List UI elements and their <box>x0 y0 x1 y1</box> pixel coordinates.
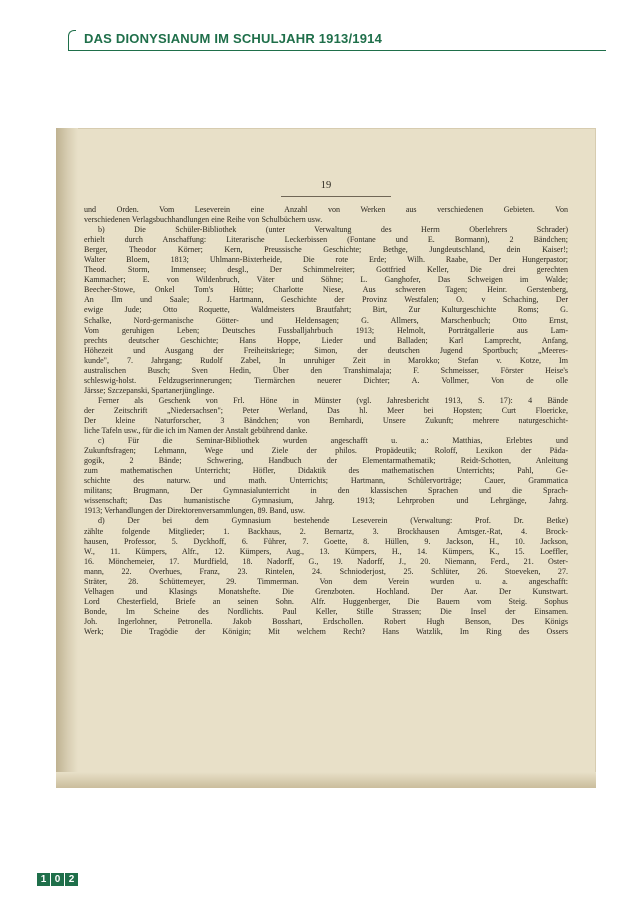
text-line: Berger, Theodor Körner; Kern, Preussische Geschichte; Bethge, Jungdeutschland, dein Kaiser!; <box>84 245 568 255</box>
text-line: Sträter, 28. Schüttemeyer, 29. Timmerman. Von dem Verein wurden u. a. angeschafft: <box>84 576 568 586</box>
header-bracket <box>68 30 76 51</box>
text-line: Joh. Ingerlohner, Petronella. Jakob Bosshart, Erdschollen. Robert Hugh Benson, Des Königs <box>84 616 568 626</box>
header-rule <box>68 50 606 51</box>
text-line: Werk; Die Tragödie der Königin; Mit welchem Recht? Hans Watzlik, Im Ring des Ossers <box>84 626 568 636</box>
text-line: hausen, Professor, 5. Dyckhoff, 6. Führer, 7. Goette, 8. Hüllen, 9. Jackson, H., 10. Jackson, <box>84 536 568 546</box>
text-line: liche Tafeln usw., für die ich im Namen der Anstalt gebührend danke. <box>84 426 308 436</box>
text-line: Bonde, Im Scheine des Nordlichts. Paul Keller, Stille Strassen; Die Insel der Einsamen. <box>84 606 568 616</box>
running-header-title: DAS DIONYSIANUM IM SCHULJAHR 1913/1914 <box>84 31 383 46</box>
text-line: schleswig-holst. Feldzugserinnerungen; Tiermärchen neuerer Dichter; A. Vollmer, Von de olle <box>84 375 568 385</box>
text-line: Kammacher; E. von Wildenbruch, Väter und Söhne; L. Ganghofer, Das Schweigen im Walde; <box>84 275 568 285</box>
page-fold-shadow <box>56 128 78 788</box>
text-line: schichte des naturw. und math. Unterrichts; Hartmann, Schülervorträge; Cauer, Grammatica <box>84 476 568 486</box>
text-line: Lord Chesterfield, Briefe an seinen Sohn. Alfr. Huggenberger, Die Bauern vom Steig. Sophus <box>84 596 568 606</box>
text-line: Schalke, Nord-germanische Götter- und Heldensagen; G. Allmers, Marschenbuch; Otto Ernst, <box>84 315 568 325</box>
text-line: Vom geruhigen Leben; Deutsches Fussballjahrbuch 1913; Helmolt, Porträtgallerie aus Lam- <box>84 325 568 335</box>
scanned-page <box>56 128 596 788</box>
text-line: australischen Busch; Sven Hedin, Über den Transhimalaja; F. Schmeisser, Förster Heise's <box>84 365 568 375</box>
text-line: zählte folgende Mitglieder; 1. Backhaus, 2. Bernartz, 3. Brockhausen Amtsger.-Rat, 4. Brock- <box>84 526 568 536</box>
text-line: Ferner als Geschenk von Frl. Höne in Münster (vgl. Jahresbericht 1913, S. 17): 4 Bände <box>98 395 568 405</box>
page-number-rule <box>281 196 391 197</box>
text-line: zum mathematischen Unterricht; Höfler, Didaktik des mathematischen Unterrichts; Pahl, Ge- <box>84 466 568 476</box>
text-line: mann, 22. Overhues, Franz, 23. Rintelen, 24. Schnioderjost, 25. Schlüter, 26. Stoeveken, 27. <box>84 566 568 576</box>
text-line: W., 11. Kümpers, Alfr., 12. Kümpers, Aug., 13. Kümpers, H., 14. Kümpers, K., 15. Loeffler, <box>84 546 568 556</box>
text-line: prechts deutscher Geschichte; Hans Hoppe, Lieder und Balladen; Karl Lamprecht, Anfang, <box>84 335 568 345</box>
text-line: c) Für die Seminar-Bibliothek wurden angeschafft u. a.: Matthias, Erlebtes und <box>98 436 568 446</box>
page-digit: 2 <box>65 873 78 886</box>
text-line: kunde", 7. Jahrgang; Rudolf Zabel, In unruhiger Zeit in Marokko; Stefan v. Kotze, Im <box>84 355 568 365</box>
text-line: Theod. Storm, Immensee; desgl., Der Schimmelreiter; Gottfried Keller, Die drei gerechten <box>84 265 568 275</box>
page-bottom-shadow <box>56 772 596 788</box>
text-line: 16. Mönchemeier, 17. Murdfield, 18. Nadorff, G., 19. Nadorff, J., 20. Niemann, Ferd., 21. Oster- <box>84 556 568 566</box>
text-line: An Ilm und Saale; J. Hartmann, Geschichte der Provinz Westfalen; O. v Schaching, Der <box>84 295 568 305</box>
page-digit: 1 <box>37 873 50 886</box>
text-line: Der kleine Naturforscher, 3 Bändchen; von Bernhardi, Unsere Zukunft; mehrere naturgeschicht- <box>84 415 568 425</box>
scan-body-text <box>84 205 568 637</box>
text-line: und Orden. Vom Leseverein eine Anzahl von Werken aus verschiedenen Gebieten. Von <box>84 205 568 214</box>
text-line: ewige Jude; Otto Roquette, Waldmeisters Brautfahrt; Birt, Zur Kulturgeschichte Roms; G. <box>84 305 568 315</box>
text-line: Beecher-Stowe, Onkel Tom's Hütte; Charlotte Niese, Aus schweren Tagen; Heinr. Gerstenberg, <box>84 285 568 295</box>
text-line: der Zeitschrift „Niedersachsen"; Peter Werland, Das hl. Meer bei Hopsten; Curt Floericke, <box>84 405 568 415</box>
text-line: wissenschaft; Das humanistische Gymnasium, Jahrg. 1913; Lehrproben und Lehrgänge, Jahrg. <box>84 496 568 506</box>
text-line: Höhezeit und Ausgang der Freiheitskriege; Simon, der deutschen Jugend Sportbuch; „Meeres- <box>84 345 568 355</box>
page-number-badge <box>37 873 78 886</box>
scan-page-number: 19 <box>320 180 332 191</box>
text-line: Järsse; Szczepanski, Spartanerjünglinge. <box>84 385 215 395</box>
text-line: d) Der bei dem Gymnasium bestehende Leseverein (Verwaltung: Prof. Dr. Betke) <box>98 516 568 526</box>
text-line: erhielt durch Anschaffung: Literarische Leckerbissen (Fontane und E. Bormann), 2 Bändchen; <box>84 235 568 245</box>
page-digit: 0 <box>51 873 64 886</box>
text-line: verschiedenen Verlagsbuchhandlungen eine Reihe von Schulbüchern usw. <box>84 215 323 225</box>
text-line: Zukunftsfragen; Lehmann, Wege und Ziele der philos. Propädeutik; Roloff, Lexikon der Päda- <box>84 446 568 456</box>
text-line: militans; Brugmann, Der Gymnasialunterricht in den klassischen Sprachen und die Sprach- <box>84 486 568 496</box>
text-line: 1913; Verhandlungen der Direktorenversammlungen, 89. Band, usw. <box>84 506 306 516</box>
text-line: Velhagen und Klasings Monatshefte. Die Grenzboten. Hochland. Der Aar. Der Kunstwart. <box>84 586 568 596</box>
text-line: Walter Bloem, 1813; Uhlmann-Bixterheide, Die rote Erde; Wilh. Raabe, Der Hungerpastor; <box>84 255 568 265</box>
text-line: gogik, 2 Bände; Schwering, Handbuch der Elementarmathematik; Reidt-Schotten, Anleitung <box>84 456 568 466</box>
text-line: b) Die Schüler-Bibliothek (unter Verwaltung des Herrn Oberlehrers Schrader) <box>98 225 568 235</box>
